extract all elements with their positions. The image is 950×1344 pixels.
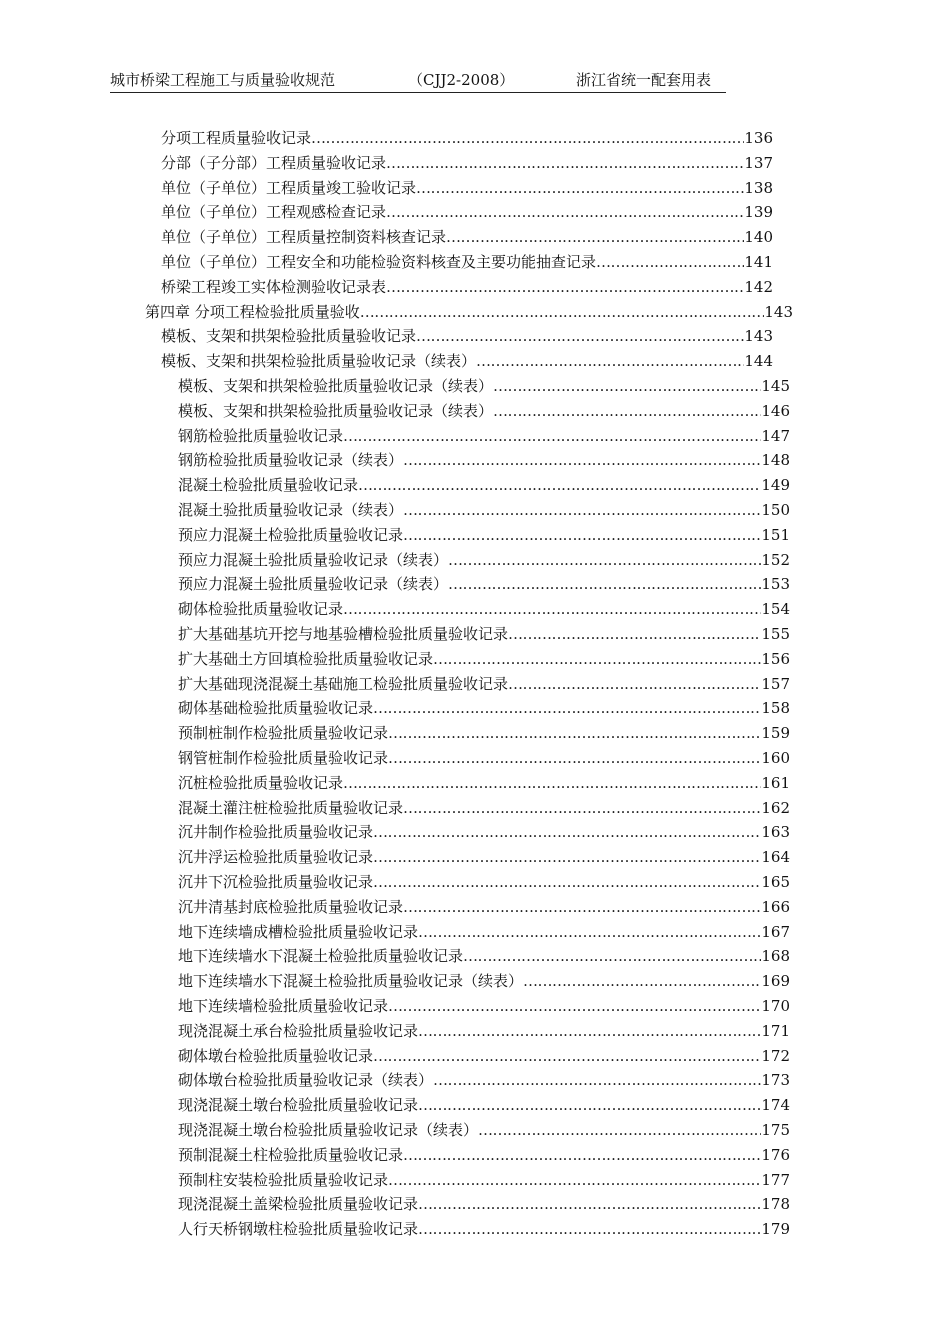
toc-entry-title: 钢筋检验批质量验收记录: [178, 426, 344, 445]
toc-entry[interactable]: [178, 672, 790, 697]
toc-entry-title: 沉井清基封底检验批质量验收记录: [178, 897, 404, 916]
toc-page-number: 161: [761, 773, 790, 792]
toc-page-number: 148: [761, 451, 790, 470]
toc-page-number: 145: [761, 377, 790, 395]
toc-entry[interactable]: [178, 1118, 790, 1143]
toc-entry-title: 沉桩检验批质量验收记录: [178, 773, 344, 792]
toc-page-number: 173: [761, 1071, 790, 1090]
toc-dot-leader: [596, 250, 744, 275]
toc-page-number: 177: [761, 1170, 790, 1189]
toc-dot-leader: [463, 944, 761, 969]
toc-dot-leader: [386, 151, 744, 176]
toc-entry[interactable]: [178, 796, 790, 821]
toc-dot-leader: [433, 1068, 761, 1093]
toc-dot-leader: [493, 399, 761, 424]
toc-page-number: 156: [761, 649, 790, 668]
toc-entry[interactable]: [178, 1217, 790, 1242]
toc-entry[interactable]: [161, 324, 773, 349]
toc-entry[interactable]: [178, 895, 790, 920]
toc-page-number: 174: [761, 1096, 790, 1115]
toc-entry[interactable]: [178, 870, 790, 895]
toc-dot-leader: [403, 523, 761, 548]
toc-dot-leader: [448, 572, 761, 597]
toc-entry-title: 单位（子单位）工程质量竣工验收记录: [161, 178, 417, 197]
toc-dot-leader: [523, 969, 761, 994]
toc-entry-title: 预应力混凝土检验批质量验收记录: [178, 525, 404, 544]
toc-dot-leader: [418, 1019, 761, 1044]
toc-entry-title: 桥梁工程竣工实体检测验收记录表: [161, 277, 387, 296]
toc-dot-leader: [416, 324, 744, 349]
toc-entry[interactable]: [178, 721, 790, 746]
toc-entry-title: 预应力混凝土验批质量验收记录（续表）: [178, 550, 449, 569]
toc-entry-title: 现浇混凝土承台检验批质量验收记录: [178, 1021, 419, 1040]
toc-entry[interactable]: [161, 200, 773, 225]
toc-page-number: 150: [761, 501, 790, 519]
toc-entry-title: 混凝土验批质量验收记录（续表）: [178, 501, 404, 519]
toc-entry-title: 砌体检验批质量验收记录: [178, 600, 344, 619]
toc-entry-title: 地下连续墙成槽检验批质量验收记录: [178, 922, 419, 941]
toc-page-number: 151: [761, 525, 790, 544]
toc-page-number: 171: [761, 1021, 790, 1040]
toc-entry-title: 砌体墩台检验批质量验收记录（续表）: [178, 1071, 434, 1090]
toc-entry[interactable]: [161, 349, 773, 374]
toc-page-number: 176: [761, 1145, 790, 1164]
toc-entry-title: 模板、支架和拱架检验批质量验收记录（续表）: [178, 401, 494, 420]
toc-entry[interactable]: [178, 1093, 790, 1118]
toc-dot-leader: [493, 374, 761, 399]
toc-dot-leader: [311, 126, 744, 151]
toc-page-number: 158: [761, 699, 790, 718]
toc-page-number: 167: [761, 922, 790, 941]
toc-dot-leader: [508, 622, 761, 647]
toc-entry-title: 砌体墩台检验批质量验收记录: [178, 1046, 374, 1065]
toc-page-number: 178: [761, 1195, 790, 1214]
toc-entry[interactable]: [178, 523, 790, 548]
toc-entry[interactable]: [161, 275, 773, 300]
toc-entry[interactable]: [178, 969, 790, 994]
toc-page-number: 136: [744, 129, 773, 147]
toc-entry[interactable]: [178, 1068, 790, 1093]
toc-entry[interactable]: [178, 498, 790, 523]
toc-entry[interactable]: [161, 126, 773, 151]
toc-entry-title: 沉井浮运检验批质量验收记录: [178, 848, 374, 867]
toc-entry[interactable]: [178, 820, 790, 845]
toc-entry[interactable]: [178, 572, 790, 597]
toc-entry[interactable]: [178, 548, 790, 573]
toc-entry-title: 沉井制作检验批质量验收记录: [178, 823, 374, 842]
toc-dot-leader: [373, 820, 761, 845]
toc-entry[interactable]: [178, 399, 790, 424]
toc-entry-title: 扩大基础土方回填检验批质量验收记录: [178, 649, 434, 668]
toc-entry[interactable]: [178, 1044, 790, 1069]
toc-entry[interactable]: [178, 1192, 790, 1217]
toc-entry-title: 混凝土检验批质量验收记录: [178, 476, 359, 495]
toc-entry[interactable]: [178, 473, 790, 498]
toc-dot-leader: [403, 448, 761, 473]
toc-dot-leader: [418, 1093, 761, 1118]
toc-entry[interactable]: [178, 374, 790, 399]
toc-entry[interactable]: [178, 597, 790, 622]
toc-entry-title: 沉井下沉检验批质量验收记录: [178, 873, 374, 891]
toc-dot-leader: [358, 473, 761, 498]
toc-page-number: 147: [761, 426, 790, 445]
toc-entry[interactable]: [178, 944, 790, 969]
toc-dot-leader: [403, 796, 761, 821]
toc-entry-title: 分部（子分部）工程质量验收记录: [161, 153, 387, 172]
toc-dot-leader: [373, 1044, 761, 1069]
toc-entry-title: 扩大基础基坑开挖与地基验槽检验批质量验收记录: [178, 625, 509, 643]
toc-entry-title: 单位（子单位）工程观感检查记录: [161, 203, 387, 222]
toc-page-number: 143: [744, 327, 773, 346]
toc-page-number: 166: [761, 897, 790, 916]
toc-page-number: 160: [761, 749, 790, 767]
toc-page-number: 168: [761, 947, 790, 966]
toc-dot-leader: [476, 349, 744, 374]
toc-entry[interactable]: [161, 176, 773, 201]
toc-page-number: 175: [761, 1121, 790, 1139]
toc-dot-leader: [373, 845, 761, 870]
toc-page-number: 172: [761, 1046, 790, 1065]
toc-entry[interactable]: [178, 424, 790, 449]
toc-dot-leader: [418, 920, 761, 945]
toc-entry-title: 现浇混凝土墩台检验批质量验收记录: [178, 1096, 419, 1115]
toc-entry-title: 钢管桩制作检验批质量验收记录: [178, 749, 389, 767]
toc-page-number: 155: [761, 625, 790, 643]
toc-dot-leader: [388, 1168, 761, 1193]
toc-page-number: 169: [761, 972, 790, 991]
toc-entry[interactable]: [178, 771, 790, 796]
header-province-label: 浙江省统一配套用表: [576, 71, 712, 89]
toc-page-number: 153: [761, 575, 790, 594]
toc-dot-leader: [478, 1118, 761, 1143]
toc-entry[interactable]: [178, 622, 790, 647]
toc-page-number: 179: [761, 1220, 790, 1239]
toc-dot-leader: [403, 895, 761, 920]
toc-entry-title: 人行天桥钢墩柱检验批质量验收记录: [178, 1220, 419, 1239]
toc-page-number: 144: [744, 352, 773, 371]
toc-page-number: 143: [764, 302, 793, 321]
toc-entry-title: 地下连续墙水下混凝土检验批质量验收记录: [178, 947, 464, 966]
toc-entry-title: 模板、支架和拱架检验批质量验收记录: [161, 327, 417, 346]
toc-entry[interactable]: [178, 1019, 790, 1044]
toc-dot-leader: [373, 870, 761, 895]
toc-entry-title: 现浇混凝土墩台检验批质量验收记录（续表）: [178, 1121, 479, 1139]
toc-dot-leader: [388, 746, 761, 771]
toc-page-number: 142: [744, 277, 773, 296]
toc-page-number: 152: [761, 550, 790, 569]
toc-page-number: 141: [744, 253, 773, 271]
toc-dot-leader: [343, 597, 761, 622]
toc-entry-title: 混凝土灌注桩检验批质量验收记录: [178, 798, 404, 817]
page-header: [110, 68, 726, 93]
toc-page-number: 154: [761, 600, 790, 619]
toc-page-number: 137: [744, 153, 773, 172]
toc-entry-title: 分项工程质量验收记录: [161, 129, 312, 147]
toc-entry-title: 地下连续墙检验批质量验收记录: [178, 997, 389, 1015]
toc-entry-title: 现浇混凝土盖梁检验批质量验收记录: [178, 1195, 419, 1214]
toc-dot-leader: [343, 424, 761, 449]
header-standard-code: （CJJ2-2008）: [408, 71, 515, 89]
toc-page-number: 157: [761, 674, 790, 693]
toc-entry-title: 预制柱安装检验批质量验收记录: [178, 1170, 389, 1189]
toc-dot-leader: [416, 176, 744, 201]
toc-dot-leader: [508, 672, 761, 697]
toc-dot-leader: [448, 548, 761, 573]
toc-entry-title: 单位（子单位）工程质量控制资料核查记录: [161, 228, 447, 247]
toc-entry-title: 地下连续墙水下混凝土检验批质量验收记录（续表）: [178, 972, 524, 991]
toc-entry[interactable]: [178, 647, 790, 672]
toc-dot-leader: [343, 771, 761, 796]
toc-dot-leader: [386, 200, 744, 225]
toc-page-number: 149: [761, 476, 790, 495]
toc-dot-leader: [373, 696, 761, 721]
toc-page-number: 140: [744, 228, 773, 247]
toc-dot-leader: [360, 300, 765, 325]
toc-entry-title: 模板、支架和拱架检验批质量验收记录（续表）: [178, 377, 494, 395]
header-title: 城市桥梁工程施工与质量验收规范: [110, 71, 336, 89]
toc-page-number: 170: [761, 997, 790, 1015]
toc-entry-title: 扩大基础现浇混凝土基础施工检验批质量验收记录: [178, 674, 509, 693]
toc-page-number: 165: [761, 873, 790, 891]
toc-page-number: 138: [744, 178, 773, 197]
toc-page-number: 164: [761, 848, 790, 867]
toc-entry-title: 钢筋检验批质量验收记录（续表）: [178, 451, 404, 470]
toc-entry-title: 模板、支架和拱架检验批质量验收记录（续表）: [161, 352, 477, 371]
toc-entry[interactable]: [178, 448, 790, 473]
toc-entry[interactable]: [178, 1168, 790, 1193]
toc-entry[interactable]: [178, 1143, 790, 1168]
toc-dot-leader: [386, 275, 744, 300]
toc-entry[interactable]: [178, 696, 790, 721]
toc-dot-leader: [433, 647, 761, 672]
toc-dot-leader: [403, 498, 761, 523]
toc-entry-title: 第四章 分项工程检验批质量验收: [145, 302, 360, 321]
toc-entry[interactable]: [161, 151, 773, 176]
toc-entry-title: 预制混凝土柱检验批质量验收记录: [178, 1145, 404, 1164]
toc-dot-leader: [418, 1217, 761, 1242]
toc-dot-leader: [418, 1192, 761, 1217]
toc-entry[interactable]: [178, 994, 790, 1019]
toc-dot-leader: [446, 225, 744, 250]
toc-page-number: 162: [761, 798, 790, 817]
toc-dot-leader: [388, 994, 761, 1019]
toc-page-number: 146: [761, 401, 790, 420]
toc-entry-title: 单位（子单位）工程安全和功能检验资料核查及主要功能抽查记录: [161, 253, 597, 271]
toc-chapter-entry[interactable]: [145, 300, 793, 325]
toc-entry[interactable]: [178, 920, 790, 945]
toc-page-number: 159: [761, 724, 790, 743]
toc-entry[interactable]: [178, 845, 790, 870]
toc-entry[interactable]: [178, 746, 790, 771]
toc-page-number: 163: [761, 823, 790, 842]
toc-entry-title: 预应力混凝土验批质量验收记录（续表）: [178, 575, 449, 594]
toc-entry[interactable]: [161, 225, 773, 250]
toc-dot-leader: [388, 721, 761, 746]
toc-page-number: 139: [744, 203, 773, 222]
toc-dot-leader: [403, 1143, 761, 1168]
toc-entry-title: 预制桩制作检验批质量验收记录: [178, 724, 389, 743]
toc-entry[interactable]: [161, 250, 773, 275]
toc-entry-title: 砌体基础检验批质量验收记录: [178, 699, 374, 718]
